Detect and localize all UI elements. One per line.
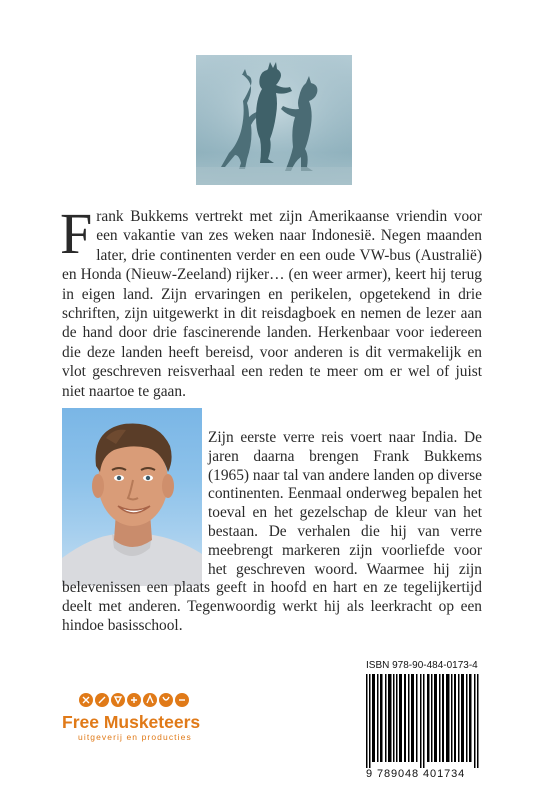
isbn-label: ISBN 978-90-484-0173-4	[366, 660, 478, 671]
publisher-logo	[62, 691, 212, 741]
cover-photo-kangaroos	[196, 55, 352, 185]
barcode-digits: 9 789048 401734	[366, 768, 466, 780]
blurb-body: rank Bukkems vertrekt met zijn Amerikaanse vriendin voor een vakantie van zes weken naar Indonesië. Negen maanden later, drie continenten verder en een oude VW-bus (Australië) en Honda (Nieuw-Zeeland) rijker… (en weer armer), keert hij terug in eigen land. Zijn ervaringen en perikelen, opgetekend in drie schriften, zijn uitgewerkt in dit reisdagboek en nemen de lezer aan de hand door drie fascinerende landen. Herkenbaar voor iedereen die deze landen heeft bereisd, voor anderen is dit vermakelijk en vlot geschreven reisverhaal een reden te meer om er wel of juist niet naartoe te gaan.	[62, 208, 482, 400]
publisher-name: Free Musketeers	[62, 712, 201, 732]
blurb-text	[60, 201, 482, 401]
publisher-tagline: uitgeverij en producties	[78, 732, 192, 742]
isbn-barcode-block	[364, 660, 484, 782]
kangaroo-silhouettes	[196, 55, 352, 185]
author-bio-text: Zijn eerste verre reis voert naar India. De jaren daarna brengen Frank Bukkems (1965) naar tal van andere landen op diverse continenten. Eenmaal onderweg bepalen het toeval en het gezelschap de kleur van het bestaan. De verhalen die hij van verre meebrengt markeren zijn voorliefde voor het geschreven woord. Waarmee hij zijn belevenissen een plaats geeft in hoofd en hart en ze tegelijkertijd deelt met anderen. Tegenwoordig werkt hij als leerkracht op een hindoe basisschool.	[62, 429, 482, 634]
photo-wrap-spacer	[62, 429, 208, 579]
drop-cap: F	[60, 201, 93, 266]
author-bio	[62, 429, 482, 636]
barcode-icon	[364, 674, 484, 768]
musketeer-emblems-icon	[78, 691, 198, 709]
